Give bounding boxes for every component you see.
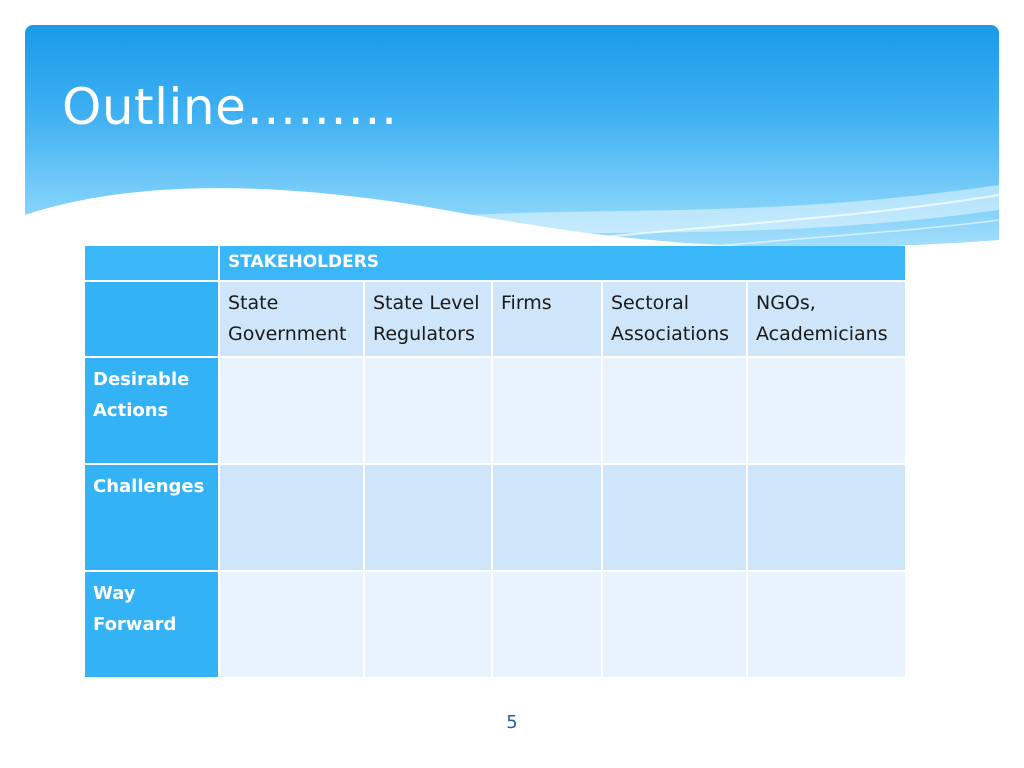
table-row [85,572,905,679]
row-header: Way Forward [85,572,220,679]
table-group-header-row [85,246,905,282]
table-cell [748,358,905,465]
table-cell [365,358,493,465]
table-cell [603,465,748,572]
slide-header-banner [25,25,999,280]
column-header: State Government [220,282,365,358]
table-cell [748,465,905,572]
stakeholders-header: STAKEHOLDERS [220,246,905,282]
column-header: Firms [493,282,603,358]
table-cell [220,358,365,465]
table-stub-blank [85,282,220,358]
wave-decoration [25,25,999,280]
table-corner-cell [85,246,220,282]
column-header: Sectoral Associations [603,282,748,358]
stakeholder-table [85,246,905,679]
table-cell [748,572,905,679]
row-header: Desirable Actions [85,358,220,465]
table-row [85,358,905,465]
table-cell [493,572,603,679]
table-row [85,465,905,572]
table-cell [493,465,603,572]
table-cell [220,572,365,679]
column-header: NGOs, Academicians [748,282,905,358]
table-column-header-row [85,282,905,358]
table-cell [493,358,603,465]
table-cell [603,572,748,679]
column-header: State Level Regulators [365,282,493,358]
row-header: Challenges [85,465,220,572]
table-cell [603,358,748,465]
slide-title: Outline……… [62,78,398,136]
table-cell [365,465,493,572]
table-cell [220,465,365,572]
table-cell [365,572,493,679]
page-number: 5 [506,712,518,733]
